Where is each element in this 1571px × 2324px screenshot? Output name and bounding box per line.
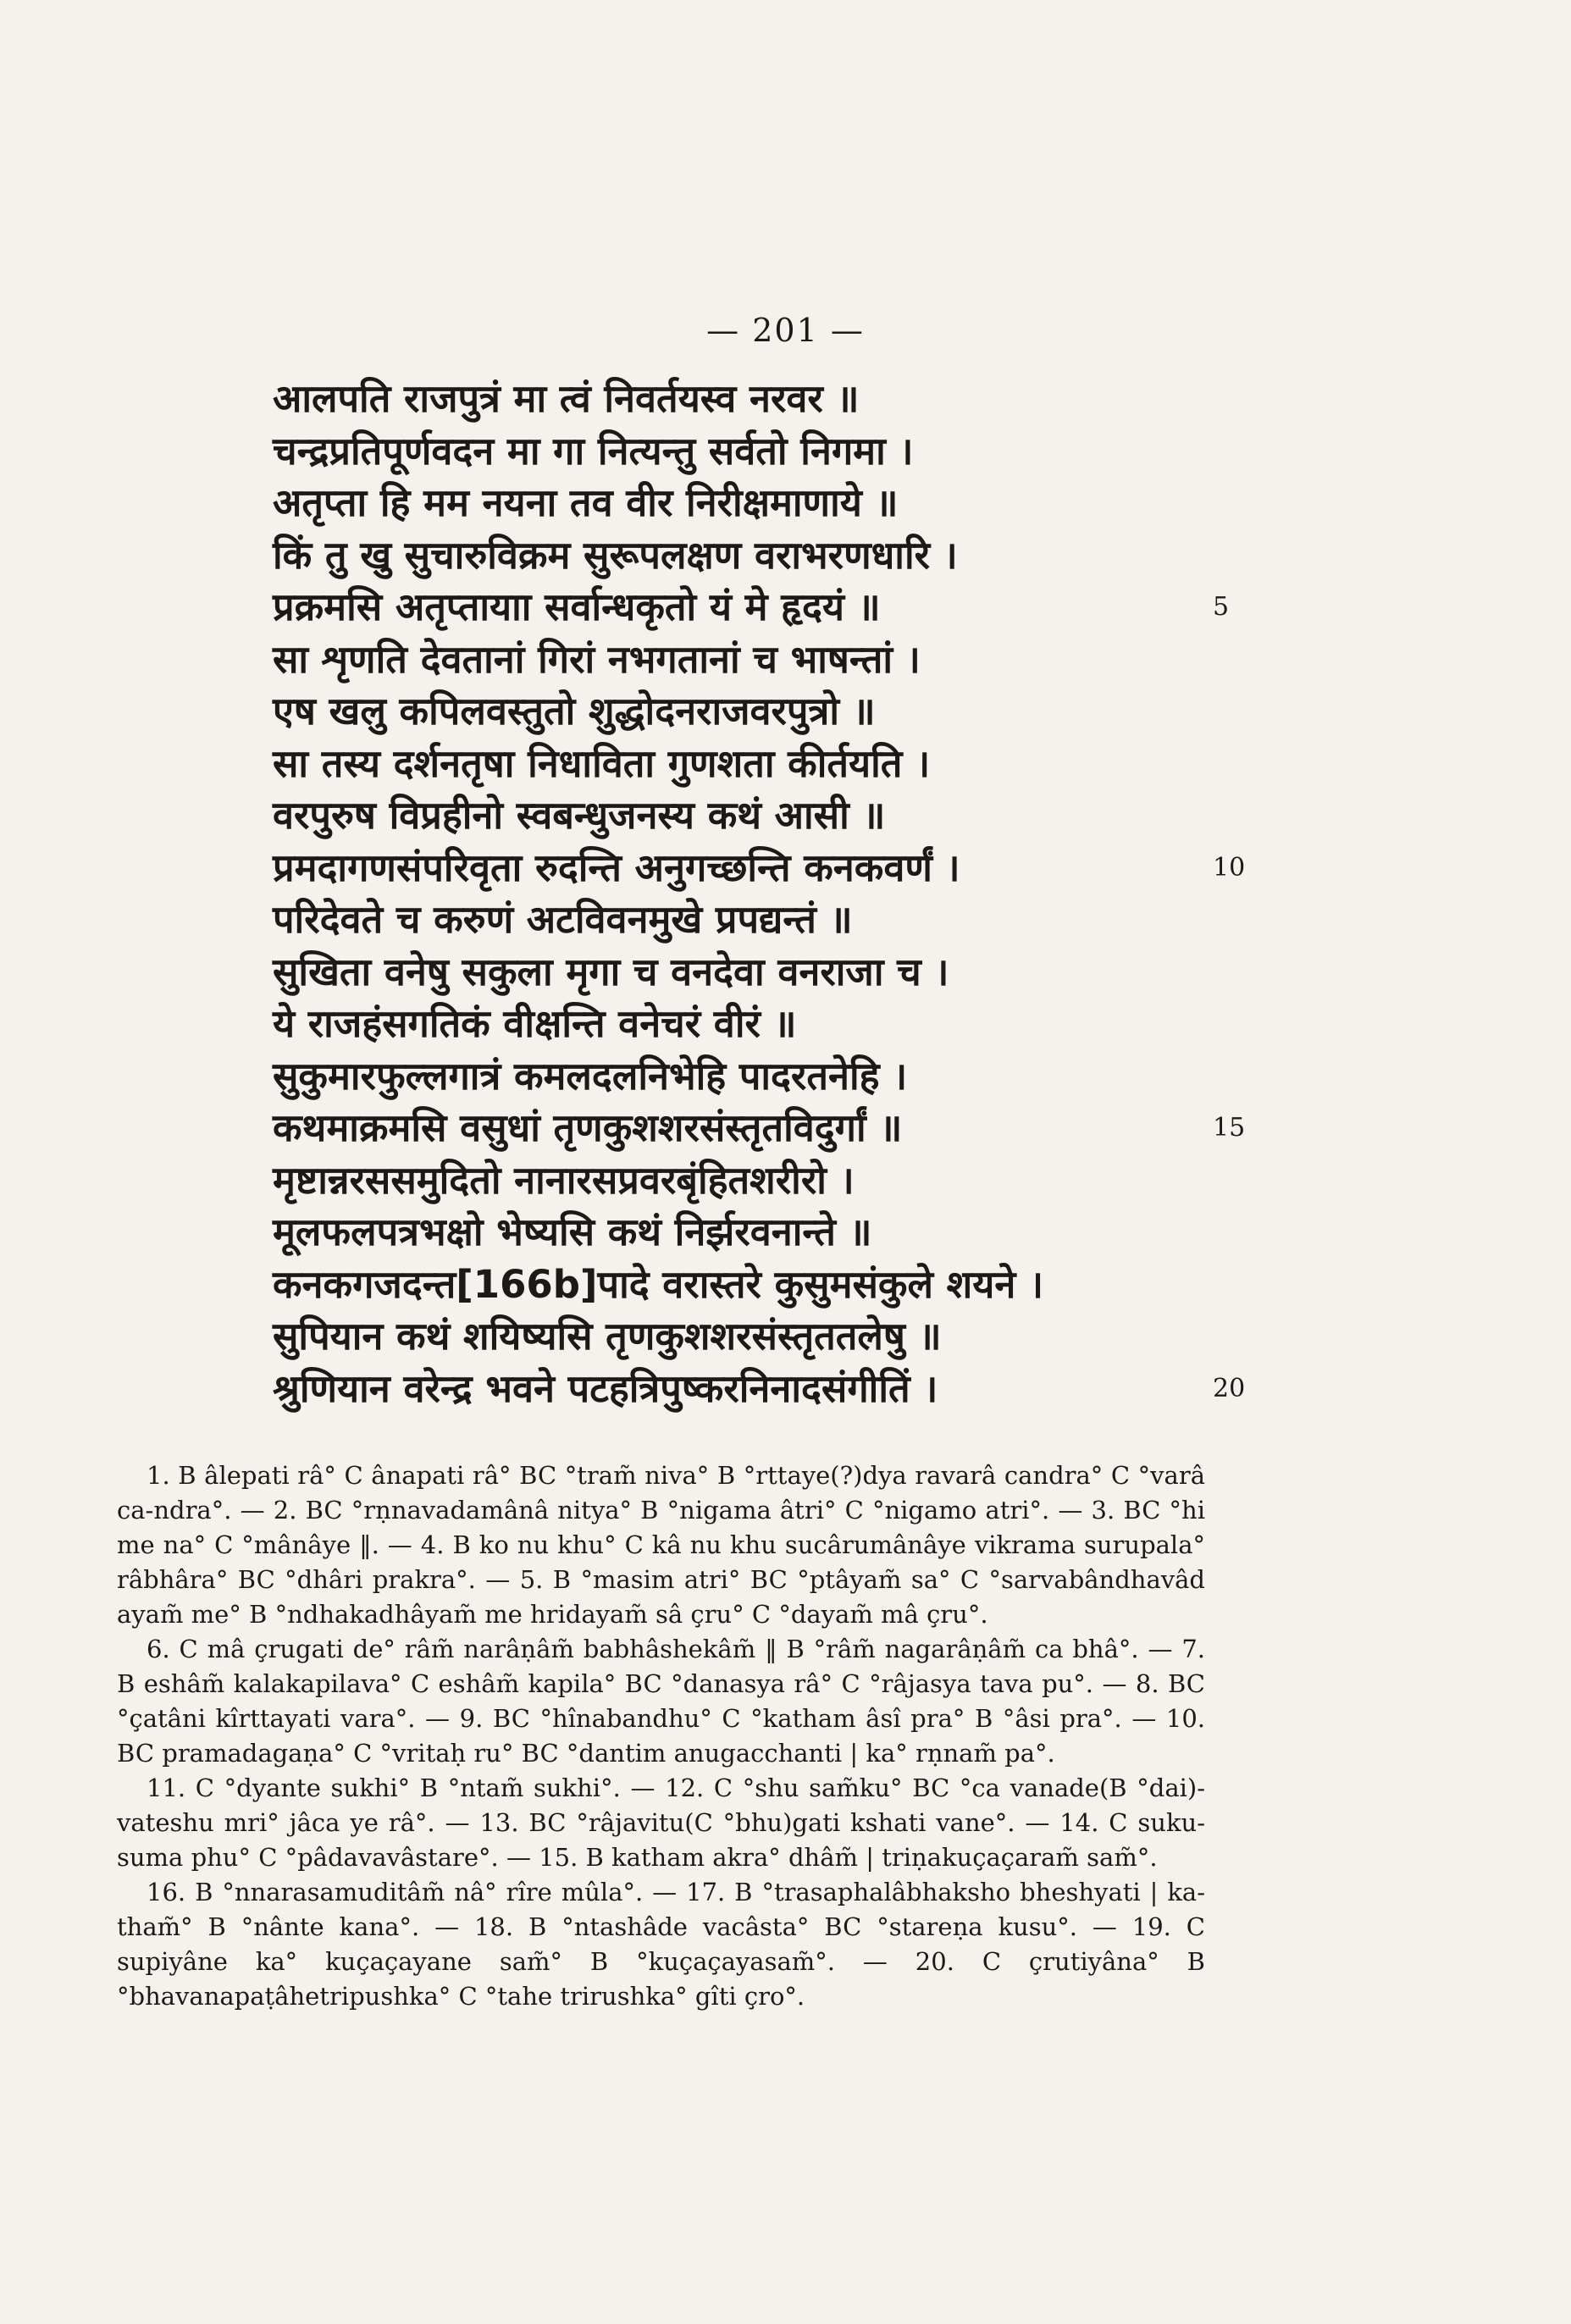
verse-text: आलपति राजपुत्रं मा त्वं निवर्तयस्व नरवर ॥: [273, 376, 860, 421]
line-number: 15: [1213, 1113, 1246, 1143]
verse-line: [273, 373, 1374, 425]
verse-text: सा तस्य दर्शनतृषा निधाविता गुणशता कीर्तयति ।: [273, 740, 931, 786]
verse-text: सुकुमारफुल्लगात्रं कमलदलनिभेहि पादरतनेहि ।: [273, 1053, 908, 1098]
verse-line: [273, 477, 1374, 529]
verse-line: [273, 842, 1374, 894]
verse-text: कनकगजदन्त[166b]पादे वरास्तरे कुसुमसंकुले शयने ।: [273, 1261, 1044, 1307]
verse-line: [273, 1259, 1374, 1311]
verse-text: अतृप्ता हि मम नयना तव वीर निरीक्षमाणाये ॥: [273, 480, 899, 525]
verse-line: [273, 634, 1374, 686]
verse-line: [273, 425, 1374, 478]
verse-text: प्रमदागणसंपरिवृता रुदन्ति अनुगच्छन्ति कनकवर्णं ।: [273, 844, 960, 890]
verse-text: सा शृणति देवतानां गिरां नभगतानां च भाषन्तां ।: [273, 636, 921, 682]
verse-line: [273, 1363, 1374, 1415]
verse-line: [273, 1206, 1374, 1259]
verse-line: [273, 685, 1374, 738]
line-number: 20: [1213, 1373, 1246, 1403]
verse-text: मूलफलपत्रभक्षो भेष्यसि कथं निर्झरवनान्ते ॥: [273, 1209, 872, 1254]
verse-line: [273, 946, 1374, 999]
verse-line: [273, 581, 1374, 634]
verse-line: [273, 789, 1374, 842]
verse-line: [273, 738, 1374, 790]
verse-block: [273, 373, 1374, 1414]
verse-text: कथमाक्रमसि वसुधां तृणकुशशरसंस्तृतविदुर्गां ॥: [273, 1105, 903, 1150]
page-number: — 201 —: [706, 312, 865, 349]
line-number: 5: [1213, 592, 1230, 622]
verse-text: प्रक्रमसि अतृप्तायाा सर्वान्धकृतो यं मे हृदयं ॥: [273, 584, 881, 629]
verse-text: किं तु खु सुचारुविक्रम सुरूपलक्षण वराभरणधारि ।: [273, 532, 958, 578]
verse-text: मृष्टान्नरससमुदितो नानारसप्रवरबृंहितशरीरो ।: [273, 1157, 855, 1203]
footnote-paragraph: 6. C mâ çrugati de° râm̃ narâṇâm̃ babhâshekâm̃ ‖ B °râm̃ nagarâṇâm̃ ca bhâ°. — 7. B eshâm̃ kalakapilava° C eshâm̃ kapila° BC °danasya râ° C °râjasya tava pu°. — 8. BC °çatâni kîrttayati vara°. — 9. BC °hînabandhu° C °katham âsî pra° B °âsi pra°. — 10. BC pramadagaṇa° C °vritaḥ ru° BC °dantim anugacchanti | ka° rṇnam̃ pa°.: [117, 1635, 1205, 1768]
verse-line: [273, 529, 1374, 582]
verse-line: [273, 1310, 1374, 1363]
line-number: 10: [1213, 852, 1246, 883]
verse-text: सुपियान कथं शयिष्यसि तृणकुशशरसंस्तृततलेषु ॥: [273, 1314, 942, 1358]
verse-line: [273, 1102, 1374, 1154]
footnote-paragraph: 11. C °dyante sukhi° B °ntam̃ sukhi°. — 12. C °shu sam̃ku° BC °ca vanade(B °dai)-vateshu mri° jâca ye râ°. — 13. BC °râjavitu(C °bhu)gati kshati vane°. — 14. C suku-suma phu° C °pâdavavâstare°. — 15. B katham akra° dhâm̃ | triṇakuçaçaram̃ sam̃°.: [117, 1773, 1205, 1872]
verse-line: [273, 894, 1374, 946]
footnote-paragraph: 16. B °nnarasamuditâm̃ nâ° rîre mûla°. — 17. B °trasaphalâbhaksho bheshyati | ka-tham̃° B °nânte kana°. — 18. B °ntashâde vacâsta° BC °stareṇa kusu°. — 19. C supiyâne ka° kuçaçayane sam̃° B °kuçaçayasam̃°. — 20. C çrutiyâna° B °bhavanapaṭâhetripushka° C °tahe trirushka° gîti çro°.: [117, 1878, 1205, 2011]
verse-text: सुखिता वनेषु सकुला मृगा च वनदेवा वनराजा च ।: [273, 949, 949, 994]
verse-text: वरपुरुष विप्रहीनो स्वबन्धुजनस्य कथं आसी ॥: [273, 793, 886, 838]
footnotes: [117, 1458, 1205, 2014]
verse-text: ये राजहंसगतिकं वीक्षन्ति वनेचरं वीरं ॥: [273, 1001, 797, 1046]
verse-text: एष खलु कपिलवस्तुतो शुद्धोदनराजवरपुत्रो ॥: [273, 689, 876, 733]
verse-line: [273, 998, 1374, 1050]
verse-line: [273, 1050, 1374, 1103]
verse-text: चन्द्रप्रतिपूर्णवदन मा गा नित्यन्तु सर्वतो निगमा ।: [273, 428, 914, 473]
verse-line: [273, 1154, 1374, 1207]
footnote-paragraph: 1. B âlepati râ° C ânapati râ° BC °tram̃ niva° B °rttaye(?)dya ravarâ candra° C °varâ ca-ndra°. — 2. BC °rṇnavadamânâ nitya° B °nigama âtri° C °nigamo atri°. — 3. BC °hi me na° C °mânâye ‖. — 4. B ko nu khu° C kâ nu khu sucârumânâye vikrama surupala° râbhâra° BC °dhâri prakra°. — 5. B °masim atri° BC °ptâyam̃ sa° C °sarvabândhavâd ayam̃ me° B °ndhakadhâyam̃ me hridayam̃ sâ çru° C °dayam̃ mâ çru°.: [117, 1461, 1205, 1629]
verse-text: परिदेवते च करुणं अटविवनमुखे प्रपद्यन्तं ॥: [273, 897, 853, 942]
verse-text: श्रुणियान वरेन्द्र भवने पटहत्रिपुष्करनिनादसंगीतिं ।: [273, 1365, 938, 1411]
